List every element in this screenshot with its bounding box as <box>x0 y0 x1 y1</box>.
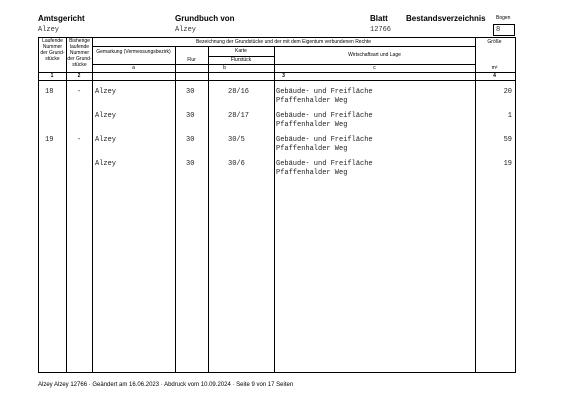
wirtschaftsart-header: Wirtschaftsart und Lage <box>348 52 401 58</box>
col2-header: Bisherige laufende Nummer der Grund-stücke <box>67 38 92 68</box>
num-4: 4 <box>493 73 496 79</box>
row3-lfd: 19 <box>45 136 54 144</box>
blatt-label: Blatt <box>370 14 388 23</box>
col-divider-gemarkung <box>175 46 176 372</box>
col-divider-flurstueck <box>274 46 275 372</box>
grundbuch-value: Alzey <box>175 26 197 34</box>
groesse-header: Größe <box>487 39 502 45</box>
row1-flur: 30 <box>186 88 195 96</box>
col1-header: Laufende Nummer der Grund-stücke <box>40 38 65 62</box>
col-divider-1 <box>66 37 67 372</box>
row1-groesse: 20 <box>503 88 512 96</box>
num-2: 2 <box>77 73 81 79</box>
row1-gemarkung: Alzey <box>95 88 117 96</box>
blatt-value: 12766 <box>370 26 392 34</box>
bogen-box <box>493 24 515 36</box>
row4-gemarkung: Alzey <box>95 160 117 168</box>
num-1: 1 <box>50 73 54 79</box>
grundbuch-label: Grundbuch von <box>175 14 235 23</box>
row1-art-line2: Pfaffenhalder Weg <box>276 97 348 105</box>
row1-lfd: 18 <box>45 88 54 96</box>
row2-art-line1: Gebäude- und Freifläche <box>276 112 373 120</box>
row2-groesse: 1 <box>507 112 512 120</box>
col-divider-flur <box>208 46 209 372</box>
row1-flurstueck: 28/16 <box>228 88 250 96</box>
row4-flur: 30 <box>186 160 195 168</box>
row2-art-line2: Pfaffenhalder Weg <box>276 121 348 129</box>
row4-art-line1: Gebäude- und Freifläche <box>276 160 373 168</box>
row3-art-line1: Gebäude- und Freifläche <box>276 136 373 144</box>
group-title: Bezeichnung der Grundstücke und der mit dem Eigentum verbundenen Rechte <box>195 39 372 45</box>
row2-gemarkung: Alzey <box>95 112 117 120</box>
row3-flur: 30 <box>186 136 195 144</box>
sub-c: c <box>373 65 376 71</box>
gemarkung-header: Gemarkung (Vermessungsbezirk) <box>96 49 171 55</box>
row1-bisher: - <box>77 88 82 96</box>
flurstueck-header: Flurstück <box>230 57 252 63</box>
row4-groesse: 19 <box>503 160 512 168</box>
number-row-rule <box>38 80 515 81</box>
row3-groesse: 59 <box>503 136 512 144</box>
row1-art-line1: Gebäude- und Freifläche <box>276 88 373 96</box>
sub-b: b <box>223 65 226 71</box>
row4-art-line2: Pfaffenhalder Weg <box>276 169 348 177</box>
page-footer: Alzey Alzey 12766 · Geändert am 16.06.2023 · Abdruck vom 10.09.2024 · Seite 9 von 17 Seiten <box>38 382 294 388</box>
row3-bisher: - <box>77 136 82 144</box>
section-title: Bestandsverzeichnis <box>406 14 486 23</box>
row2-flurstueck: 28/17 <box>228 112 250 120</box>
row3-art-line2: Pfaffenhalder Weg <box>276 145 348 153</box>
amtsgericht-value: Alzey <box>38 26 60 34</box>
row2-flur: 30 <box>186 112 195 120</box>
sub-a: a <box>132 65 135 71</box>
group-title-rule <box>92 46 475 47</box>
row3-gemarkung: Alzey <box>95 136 117 144</box>
karte-header: Karte <box>235 48 247 54</box>
flur-header: Flur <box>187 57 196 63</box>
num-3: 3 <box>282 73 285 79</box>
amtsgericht-label: Amtsgericht <box>38 14 85 23</box>
unit-m2: m² <box>491 65 498 71</box>
row4-flurstueck: 30/6 <box>228 160 245 168</box>
col-divider-2 <box>92 37 93 372</box>
bogen-label: Bogen <box>496 15 511 21</box>
row3-flurstueck: 30/5 <box>228 136 245 144</box>
bogen-value: 8 <box>496 26 501 34</box>
